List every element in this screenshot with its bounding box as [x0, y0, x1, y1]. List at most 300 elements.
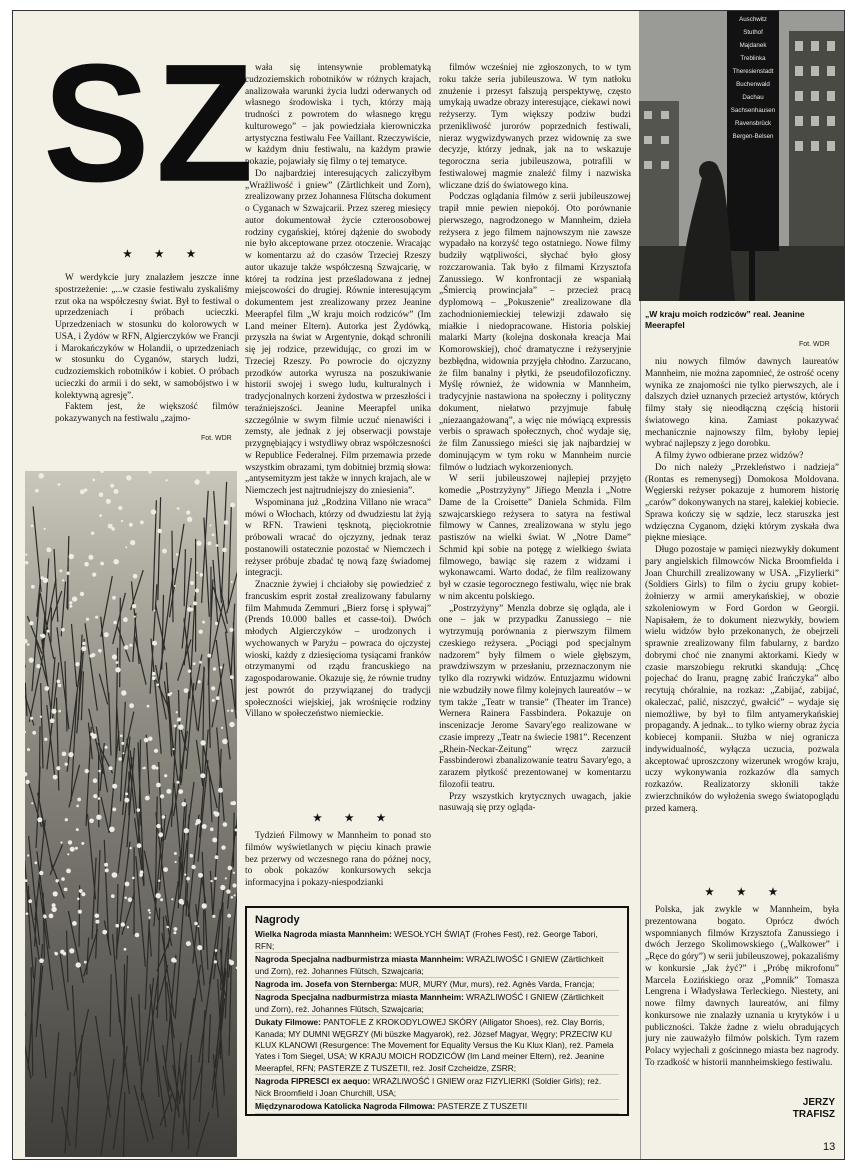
flower-dot	[114, 559, 119, 564]
flower-dot	[200, 740, 205, 745]
flower-dot	[171, 898, 173, 900]
flower-dot	[104, 632, 109, 637]
flower-dot	[53, 891, 58, 896]
awards-heading: Nagrody	[255, 914, 300, 926]
flower-dot	[61, 628, 65, 632]
awards-box	[245, 906, 629, 1116]
flower-dot	[113, 621, 117, 625]
flower-dot	[70, 847, 75, 852]
flower-dot	[199, 661, 202, 664]
flower-dot	[187, 517, 192, 522]
flower-dot	[47, 630, 50, 633]
flower-dot	[68, 752, 73, 757]
flower-dot	[218, 788, 223, 793]
flower-dot	[186, 941, 191, 946]
flower-dot	[190, 608, 193, 611]
sign-text: Dachau	[742, 94, 764, 101]
flower-dot	[121, 922, 125, 926]
flower-dot	[44, 686, 49, 691]
flower-dot	[129, 523, 133, 527]
flower-dot	[93, 778, 98, 783]
flower-dot	[65, 818, 68, 821]
sign-text: Buchenwald	[736, 81, 770, 88]
flower-dot	[222, 548, 227, 553]
flower-dot	[59, 569, 62, 572]
flower-dot	[178, 724, 184, 730]
flower-dot	[148, 916, 150, 918]
flower-dot	[231, 709, 234, 712]
flower-dot	[158, 832, 163, 837]
flower-dot	[58, 684, 61, 687]
flower-dot	[222, 739, 228, 745]
flower-dot	[213, 667, 216, 670]
flower-dot	[190, 581, 194, 585]
award-category: Międzynarodowa Katolicka Nagroda Filmowa:	[255, 1101, 436, 1112]
flower-dot	[34, 861, 37, 864]
flower-dot	[194, 479, 199, 484]
flower-dot	[112, 654, 117, 659]
flower-dot	[193, 662, 196, 665]
paragraph: Tydzień Filmowy w Mannheim to ponad sto filmów wyświetlanych w pięciu kinach prawie bez przerwy od wczesnego rana do późnej nocy, to obok pokazów konkursowych sekcja informacyjna i pokazy-niespodzianki	[245, 831, 431, 888]
flower-dot	[221, 727, 223, 729]
sign-text: Theresienstadt	[732, 68, 774, 75]
flower-dot	[110, 484, 114, 488]
flower-dot	[121, 520, 123, 522]
sign-text: Ravensbrück	[734, 120, 772, 127]
flower-dot	[202, 903, 207, 908]
paragraph: niu nowych filmów dawnych laureatów Mannheim, nie można zapomnieć, że ostrość oceny wynika ze znajomości nie tylko pierwszych, ale i dalszych dzieł uznanych przecież artystów, których filmy stały się nieodłączną częścią historii światowego kina. Zamiast pokazywać mechanicznie najnowszy film, byłoby lepiej wybrać najlepszy z jego dorobku.	[645, 357, 839, 450]
grass-blade	[51, 608, 52, 643]
flower-dot	[77, 798, 81, 802]
flower-dot	[75, 662, 79, 666]
flower-dot	[223, 822, 228, 827]
flower-dot	[234, 894, 236, 896]
flower-dot	[232, 801, 236, 805]
paragraph: Do najbardziej interesujących zaliczyłbym „Wrażliwość i gniew” (Zärtlichkeit und Zorn), zrealizowany przez Johannesa Flütscha dokument o Cyganach w Szwajcarii. Przez szereg miesięcy autor dokumentował życie czteroosobowej rodziny cygańskiej, której dążenie do swobody nie było akceptowane przez otoczenie. Wracając w komentarzu aż do czasów Trzeciej Rzeszy autor ukazuje także współczesną Szwajcarię, w której ta rodzina jest prześladowana z jednej miejscowości do drugiej. Równie interesującym dokumentem jest zrealizowany przez Jeanine Meerapfel film „W kraju moich rodziców” (Im Land meiner Eltern). Autorka jest Żydówką, przyszła na świat w Argentynie, dokąd schronili się jej rodzice, przewidując, co grozi im w Trzeciej Rzeszy. Po powrocie do ojczyzny przodków autorka wyrusza na poszukiwanie historii swojej i swego ludu, kulturalnych i tradycjonalnych korzeni żydostwa w przeszłości i teraźniejszości. Jeanine Meerapfel unika szczególnie w swym filmie uczuć nienawiści i zemsty, ale jednak z jej obserwacji powstaje przygnębiający i wstydliwy obraz współczesności w Republice Federalnej. Film przemawia przede wszystkim obrazami, tym dobitniej brzmią słowa: „antysemityzm jest także w innych krajach, ale w Niemczech jest najtrudniejszy do zniesienia”.	[245, 168, 431, 496]
flower-dot	[157, 529, 162, 534]
paragraph: Znacznie żywiej i chciałoby się powiedzieć z francuskim esprit został zrealizowany fabularny film Mahmuda Zemmuri „Bierz forsę i spływaj” (Prends 10.000 balles et casse-toi). Dwóch młodych Algierczyków – urodzonych i wychowanych w Paryżu – powraca do ojczystej wioski, każdy z dziesięcioma tysiącami franków otrzymanymi od rządu francuskiego na zagospodarowanie. Okazuje się, że równie trudny jest powrót do przywiązanej do tradycji społeczności wiejskiej, jak wrośnięcie rodziny Villano w społeczeństwo niemieckie.	[245, 580, 431, 720]
flower-dot	[175, 861, 177, 863]
award-winner: PANTOFLE Z KROKODYLOWEJ SKÓRY (Alligator Shoes), reż. Clay Borris, Kanada; MY DUMNI WĘGRZY (Mi büszke Magyarok), reż. József Magyar, Węgry; PRZECIW KU KLUX KLANOWI (Resurgence: The Movement for Equality Versus the Ku Klux Klan), reż. Pamela Yates i Tom Siegel, USA; W KRAJU MOICH RODZICÓW (Im Land meiner Eltern), reż. Jeanine Meerapfel, RFN; PASTERZE Z TUSZETII, reż. Josif Czcheidze, ZSRR;	[255, 1017, 614, 1073]
flower-dot	[230, 503, 235, 508]
flower-dot	[78, 910, 82, 914]
meadow-photo	[25, 471, 237, 1157]
paragraph: „Postrzyżyny” Menzla dobrze się ogląda, ale i one – jak w przypadku Zanussiego – nie wytrzymują porównania z pierwszym filmem czeskiego reżysera. „Pociągi pod specjalnym nadzorem” były filmem o wiele głębszym, prawdziwszym w przesłaniu, przeznaczonym nie tylko dla rozrywki widzów. Entuzjazmu widowni nie wzbudziły nowe filmy kolejnych laureatów – w tym także „Teatr w transie” (Theater im Trance) Wernera Rainera Fassbindera. Pokazuje on inscenizacje Jerome Savary'ego realizowane w czasie imprezy „Teatr na świecie 1981”. Recenzent „Rhein-Neckar-Zeitung” wręcz zarzucił Fassbinderowi zbanalizowanie teatru Savary'ego, a zarazem płytkość prezentowanej w komentarzu filozofii teatru.	[439, 603, 631, 790]
flower-dot	[166, 789, 171, 794]
flower-dot	[69, 554, 74, 559]
flower-dot	[160, 794, 164, 798]
flower-dot	[152, 676, 156, 680]
flower-dot	[39, 958, 44, 963]
flower-dot	[95, 914, 100, 919]
flower-dot	[124, 798, 129, 803]
flower-dot	[76, 828, 79, 831]
flower-dot	[106, 499, 111, 504]
flower-dot	[40, 576, 44, 580]
award-winner: WESOŁYCH ŚWIĄT (Frohes Fest), reż. George Tabori, RFN;	[255, 929, 598, 951]
flower-dot	[121, 690, 126, 695]
flower-dot	[35, 489, 39, 493]
flower-dot	[195, 588, 199, 592]
flower-dot	[152, 641, 157, 646]
paragraph: filmów wcześniej nie zgłoszonych, to w tym roku także seria jubileuszowa. W tym natłoku znużenie i przesyt fałszują perspektywę, często umykają uwadze obrazy interesujące, ciekawi nowi reżyserzy. Tym większy podziw budzi przenikliwość jurorów poprzednich festiwali, nieraz wygwizdywanych przez widownię za swe decyzje, którzy jednak, jak na to wskazuje tegoroczna seria jubileuszowa, potrafili w festiwalowej magmie znaleźć filmy i nazwiska wliczane dziś do światowego kina.	[439, 63, 631, 191]
flower-dot	[36, 664, 40, 668]
section-stars: ★ ★ ★	[313, 813, 396, 824]
flower-dot	[115, 924, 119, 928]
flower-dot	[104, 863, 108, 867]
flower-dot	[86, 618, 89, 621]
flower-dot	[51, 709, 56, 714]
flower-dot	[224, 520, 229, 525]
flower-dot	[66, 869, 71, 874]
flower-dot	[184, 688, 189, 693]
sign-text: Treblinka	[740, 55, 766, 62]
photo-credit: Fot. WDR	[201, 435, 232, 442]
flower-dot	[44, 738, 47, 741]
flower-dot	[25, 561, 28, 564]
flower-dot	[200, 573, 203, 576]
flower-dot	[134, 616, 136, 618]
flower-dot	[60, 841, 62, 843]
flower-dot	[176, 553, 179, 556]
flower-dot	[26, 912, 29, 915]
paragraph: Podczas oglądania filmów z serii jubileuszowej trapił mnie pewien niepokój. Oto porównanie pierwszego, nagrodzonego w Mannheim, dzieła reżysera z jego filmem najnowszym nie zawsze wypadało na korzyść tego ostatniego. Nowe filmy budziły wątpliwości, słychać było głosy rozczarowania. Tak było z filmami Krzysztofa Zanussiego. W konfrontacji ze wspaniałą „Śmiercią prowincjała” – przecież pracą dyplomową – „Pokuszenie” zrealizowane dla zachodnioniemieckiej telewizji zdawało się miałkie i niedopracowane. Historia polskiej malarki Marty (kolejna doskonała kreacja Mai Komorowskiej), choć dramatyczne i reżyseryjnie bezbłędna, widownia przyjęła chłodno. Zarzucano, że film banalny i płytki, że pseudofilozoficzny. Myślę również, że widownia w Mannheim, tradycyjnie nastawiona na społeczny i polityczny dokument, niełatwo przyjmuje fabułę „niezaangażowaną”, a więc nie mówiącą expressis verbis o sprawach społecznych, choć wydaje się, że film Zanussiego mieści się jak najbardziej w dominującym w tym roku w Mannheim nurcie filmów o ludziach wykorzenionych.	[439, 192, 631, 473]
flower-dot	[126, 475, 131, 480]
flower-dot	[75, 847, 78, 850]
flower-dot	[154, 749, 158, 753]
flower-dot	[153, 610, 155, 612]
flower-dot	[44, 528, 46, 530]
flower-dot	[27, 854, 29, 856]
flower-dot	[148, 909, 151, 912]
flower-dot	[112, 596, 116, 600]
awards-list	[255, 929, 619, 1113]
award-category: Dukaty Filmowe:	[255, 1017, 321, 1028]
flower-dot	[27, 643, 30, 646]
award-category: Nagroda im. Josefa von Sternberga:	[255, 979, 398, 990]
flower-dot	[227, 710, 229, 712]
flower-dot	[40, 634, 43, 637]
flower-dot	[229, 960, 234, 965]
flower-dot	[67, 853, 69, 855]
flower-dot	[173, 959, 176, 962]
paragraph: W werdykcie jury znalazłem jeszcze inne spostrzeżenie: „...w czasie festiwalu zyskaliśmy rzut oka na współczesny świat. Był to festiwal o uprzedzeniach i próbach ucieczki. Uprzedzeniach w stosunku do kolorowych w USA, i Żydów w RFN, Algierczyków we Francji i Marokańczyków w Holandii, o uprzedzeniach w stosunku do Cyganów, starych ludzi, cudzoziemskich robotników i kobiet. O próbach ucieczki do armii i do sekt, w samobójstwo i w kolektywną agresję”.	[55, 273, 239, 401]
flower-dot	[229, 722, 234, 727]
flower-dot	[152, 765, 157, 770]
flower-dot	[157, 683, 160, 686]
award-item	[255, 992, 619, 1016]
flower-dot	[210, 880, 212, 882]
flower-dot	[176, 781, 179, 784]
flower-dot	[195, 823, 198, 826]
flower-dot	[133, 574, 138, 579]
flower-dot	[58, 710, 61, 713]
flower-dot	[55, 952, 58, 955]
sign-text: Stuthof	[743, 29, 763, 36]
flower-dot	[38, 473, 44, 479]
flower-dot	[85, 769, 89, 773]
sign-text: Auschwitz	[739, 16, 767, 23]
flower-dot	[99, 492, 104, 497]
flower-dot	[147, 705, 150, 708]
flower-dot	[151, 509, 156, 514]
flower-dot	[202, 621, 205, 624]
flower-dot	[58, 483, 61, 486]
flower-dot	[213, 811, 216, 814]
flower-dot	[99, 514, 102, 517]
flower-dot	[31, 525, 34, 528]
flower-dot	[112, 872, 118, 878]
flower-dot	[129, 847, 131, 849]
flower-dot	[56, 766, 60, 770]
flower-dot	[129, 644, 132, 647]
flower-dot	[123, 752, 125, 754]
flower-dot	[215, 622, 218, 625]
flower-dot	[211, 686, 215, 690]
flower-dot	[160, 898, 163, 901]
award-category: Wielka Nagroda miasta Mannheim:	[255, 929, 392, 940]
flower-dot	[84, 562, 89, 567]
paragraph: Polska, jak zwykle w Mannheim, była prezentowana bogato. Oprócz dwóch wspomnianych filmów Krzysztofa Zanussiego i dwóch Jerzego Skolimowskiego („Walkower” i „Ręce do góry”) w serii jubileuszowej, pokazaliśmy w konkursie „Jak żyć?” i „Próbę mikrofonu” Marcela Łozińskiego oraz „Pomnik” Tomasza Lengrena i Władysława Terleckiego. Niestety, ani nowe filmy dawnych laureatów, ani filmy konkursowe nie znalazły uznania u krytyków i u publiczności. Także żadne z wielu obradujących jury nie zauważyło filmów polskich. Tym razem Polacy wyjechali z gościnnego miasta bez nagrody. To rzadkość w historii mannheimskiego festiwalu.	[645, 905, 839, 1068]
flower-dot	[102, 930, 107, 935]
flower-dot	[197, 945, 202, 950]
flower-dot	[84, 488, 87, 491]
section-stars: ★ ★ ★	[123, 249, 206, 260]
award-winner: WRAŻLIWOŚĆ I GNIEW (Zärtlichkeit und Zorn), reż. Johannes Flütsch, Szwajcaria;	[255, 992, 604, 1014]
flower-dot	[68, 840, 72, 844]
column-2-bottom	[245, 831, 431, 901]
flower-dot	[95, 920, 99, 924]
flower-dot	[197, 925, 199, 927]
flower-dot	[89, 654, 93, 658]
flower-dot	[200, 773, 205, 778]
flower-dot	[118, 506, 122, 510]
flower-dot	[198, 680, 201, 683]
flower-dot	[212, 534, 215, 537]
flower-dot	[112, 784, 117, 789]
flower-dot	[149, 912, 151, 914]
flower-dot	[128, 897, 133, 902]
flower-dot	[140, 521, 144, 525]
flower-dot	[95, 616, 98, 619]
flower-dot	[81, 842, 84, 845]
flower-dot	[156, 767, 159, 770]
flower-dot	[53, 775, 58, 780]
flower-dot	[125, 882, 130, 887]
flower-dot	[91, 734, 96, 739]
flower-dot	[104, 746, 107, 749]
flower-dot	[111, 894, 115, 898]
flower-dot	[114, 489, 119, 494]
paragraph: Do nich należy „Przekleństwo i nadzieja” (Rontas es remenysegj) Domokosa Moldovana. Węgierski reżyser pokazuje z humorem historię „carów” dokonywanych na starej, kalekiej kobiecie. Sprawa kończy się w sądzie, lecz staruszka jest wdzięczna Cyganom, dzięki którym zyskała dwa piękne miesiące.	[645, 462, 839, 544]
paragraph: Przy wszystkich krytycznych uwagach, jakie nasuwają się przy ogląda-	[439, 791, 631, 814]
award-item	[255, 1017, 619, 1075]
award-winner: PASTERZE Z TUSZETII	[435, 1101, 528, 1112]
flower-dot	[92, 573, 96, 577]
flower-dot	[216, 696, 220, 700]
award-category: Nagroda FIPRESCI ex aequo:	[255, 1076, 371, 1087]
flower-dot	[77, 898, 80, 901]
flower-dot	[228, 866, 233, 871]
flower-dot	[80, 592, 84, 596]
flower-dot	[212, 699, 215, 702]
flower-dot	[174, 585, 176, 587]
flower-dot	[132, 877, 135, 880]
flower-dot	[105, 868, 109, 872]
flower-dot	[79, 889, 83, 893]
flower-dot	[144, 738, 149, 743]
flower-dot	[91, 532, 94, 535]
flower-dot	[100, 562, 104, 566]
flower-dot	[214, 877, 217, 880]
flower-dot	[210, 828, 214, 832]
flower-dot	[212, 838, 217, 843]
flower-dot	[233, 872, 235, 874]
flower-dot	[193, 601, 197, 605]
flower-dot	[120, 735, 123, 738]
award-winner: WRAŻLIWOŚĆ I GNIEW (Zärtlichkeit und Zorn), reż. Johannes Flütsch, Szwajcaria;	[255, 954, 604, 976]
flower-dot	[89, 819, 94, 824]
flower-dot	[173, 931, 176, 934]
flower-dot	[162, 815, 166, 819]
flower-dot	[143, 767, 146, 770]
grass-blade	[79, 885, 80, 947]
column-3	[439, 63, 631, 903]
flower-dot	[164, 774, 167, 777]
flower-dot	[220, 885, 225, 890]
flower-dot	[49, 914, 54, 919]
flower-dot	[121, 742, 124, 745]
flower-dot	[69, 948, 74, 953]
flower-dot	[81, 646, 86, 651]
flower-dot	[156, 824, 160, 828]
award-item	[255, 929, 619, 953]
flower-dot	[125, 792, 128, 795]
flower-dot	[158, 880, 160, 882]
flower-dot	[220, 666, 223, 669]
award-item	[255, 954, 619, 978]
award-item	[255, 979, 619, 991]
flower-dot	[65, 763, 68, 766]
flower-dot	[182, 802, 187, 807]
author-first-name: JERZY	[802, 1097, 835, 1108]
flower-dot	[184, 874, 186, 876]
flower-dot	[98, 649, 102, 653]
flower-dot	[27, 748, 30, 751]
flower-dot	[215, 855, 219, 859]
award-item	[255, 1101, 619, 1113]
flower-dot	[39, 871, 43, 875]
flower-dot	[199, 630, 203, 634]
flower-dot	[165, 479, 167, 481]
grass-blade	[233, 813, 234, 868]
flower-dot	[40, 716, 42, 718]
flower-dot	[135, 933, 140, 938]
flower-dot	[196, 541, 201, 546]
flower-dot	[168, 693, 171, 696]
flower-dot	[130, 540, 135, 545]
flower-dot	[226, 889, 230, 893]
flower-dot	[96, 815, 101, 820]
paragraph: Wspominana już „Rodzina Villano nie wraca” mówi o Włochach, którzy od dwudziestu lat żyją w RFN. Trawieni tęsknotą, pięciokrotnie próbowali wracać do ojczyzny, jednak teraz postanowili ostatecznie pozostać w Niemczech i reżyser próbuje zbadać tę nową fazę świadomej integracji.	[245, 497, 431, 579]
flower-dot	[225, 877, 227, 879]
flower-dot	[129, 703, 134, 708]
flower-dot	[118, 757, 121, 760]
flower-dot	[207, 654, 211, 658]
flower-dot	[51, 907, 56, 912]
award-category: Nagroda Specjalna nadburmistrza miasta Mannheim:	[255, 954, 464, 965]
sign-text: Bergen-Belsen	[732, 133, 774, 140]
sign-text: Majdanek	[739, 42, 767, 49]
page-number: 13	[823, 1141, 836, 1153]
flower-dot	[163, 867, 168, 872]
flower-dot	[98, 770, 101, 773]
magazine-page	[12, 10, 845, 1160]
flower-dot	[209, 524, 211, 526]
flower-dot	[112, 808, 116, 812]
flower-dot	[186, 877, 190, 881]
flower-dot	[132, 604, 136, 608]
flower-dot	[47, 547, 50, 550]
flower-dot	[176, 711, 178, 713]
section-stars: ★ ★ ★	[705, 887, 788, 898]
flower-dot	[93, 794, 97, 798]
flower-dot	[184, 828, 189, 833]
flower-dot	[179, 899, 184, 904]
award-winner: WRAŻLIWOŚĆ I GNIEW oraz FIZYLIERKI (Soldier Girls); reż. Nick Broomfield i Joan Churchill, USA;	[255, 1076, 602, 1098]
flower-dot	[82, 642, 85, 645]
flower-dot	[108, 524, 113, 529]
grass-blade	[39, 726, 40, 799]
author-last-name: TRAFISZ	[792, 1109, 835, 1120]
flower-dot	[37, 817, 42, 822]
memorial-sign-graphic	[639, 11, 844, 301]
paragraph: wała się intensywnie problematyką cudzoziemskich robotników w różnych krajach, analizowała warunki życia ludzi oderwanych od własnego środowiska i tych, którzy mają trudności z powrotem do własnego kręgu kulturowego” – jak powiedziała kierowniczka artystyczna festiwalu Fee Vaillant. Rzeczywiście, w każdym dniu festiwalu, na każdym prawie pokazie, pojawiały się filmy o tej tematyce.	[245, 63, 431, 167]
column-4-bottom	[645, 905, 839, 1095]
flower-dot	[145, 796, 150, 801]
flower-dot	[229, 628, 233, 632]
flower-dot	[30, 717, 33, 720]
flower-dot	[52, 903, 56, 907]
paragraph: A filmy żywo odbierane przez widzów?	[655, 451, 804, 461]
flower-dot	[50, 718, 55, 723]
photo-credit: Fot. WDR	[799, 341, 830, 348]
flower-dot	[186, 510, 190, 514]
flower-dot	[57, 680, 61, 684]
flower-dot	[194, 922, 198, 926]
flower-dot	[84, 961, 87, 964]
column-2-top	[245, 63, 431, 803]
flower-dot	[139, 873, 143, 877]
flower-dot	[76, 805, 79, 808]
flower-dot	[214, 960, 217, 963]
flower-dot	[196, 572, 198, 574]
sign-text: Sachsenhausen	[730, 107, 776, 114]
meadow-photo-graphic	[25, 471, 237, 1157]
paragraph: Faktem jest, że większość filmów pokazywanych na festiwalu „zajmo-	[55, 402, 239, 424]
flower-dot	[43, 914, 46, 917]
flower-dot	[72, 596, 77, 601]
flower-dot	[31, 802, 33, 804]
flower-dot	[188, 669, 191, 672]
flower-dot	[202, 824, 207, 829]
photo-caption: „W kraju moich rodziców” real. Jeanine Meerapfel	[645, 309, 805, 330]
flower-dot	[191, 865, 195, 869]
flower-dot	[162, 549, 167, 554]
flower-dot	[124, 948, 127, 951]
flower-dot	[227, 914, 231, 918]
column-intro	[55, 273, 239, 425]
